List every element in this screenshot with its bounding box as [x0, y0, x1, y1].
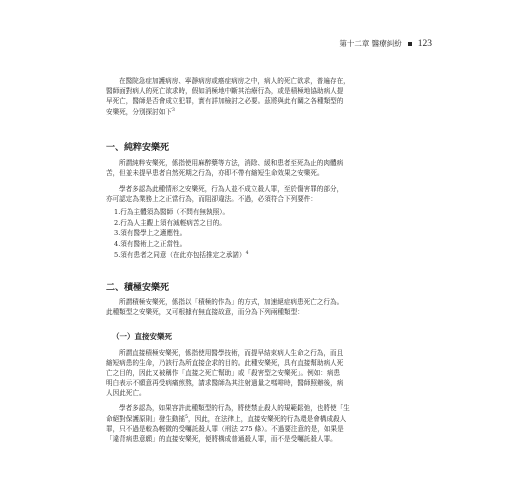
body-line: 罪，只不過是較為輕微的受囑託殺人罪（刑法 275 條）。不過要注意的是，如果是 — [106, 425, 344, 434]
condition-item: 1.行為主體須為醫師（不問有無執照）。 — [114, 208, 230, 216]
body-line: 縮短病患的生命，乃該行為所直接企求的目的。此種安樂死，具有直接幫助病人死 — [106, 359, 344, 367]
condition-item: 3.須有醫學上之適應性。 — [114, 229, 187, 238]
chapter-title: 第十二章 醫療糾紛 — [339, 39, 402, 48]
condition-item: 4.須有醫術上之正當性。 — [114, 239, 187, 248]
intro-line: 早死亡，醫師是否會成立犯罪，實有詳加檢討之必要。茲將與此有關之各種類型的 — [106, 97, 344, 105]
section-heading-active-euthanasia: 二、積極安樂死 — [106, 283, 170, 293]
footnote-mark: 4 — [245, 251, 249, 257]
body-line: 苦，但並未提早患者自然死期之行為，亦即不帶有縮短生命效果之安樂死。 — [106, 169, 324, 177]
footnote-mark: 3 — [171, 108, 175, 113]
body-line: 所謂積極安樂死，係指以「積極的作為」的方式，加速絕症病患死亡之行為。 — [119, 298, 344, 306]
section1-paragraph-1 — [106, 158, 420, 178]
subsection-heading-direct-euthanasia: （一）直接安樂死 — [112, 332, 172, 341]
running-head — [339, 38, 432, 49]
body-line: 亦可認定為業務上之正當行為，而阻卻違法。不過，必須符合下列要件： — [106, 195, 317, 203]
page-number: 123 — [417, 39, 432, 49]
body-line: 命絕對保護原則」發生動搖$^5$，因此，在法律上，直接安樂死的行為還是會構成殺人 — [106, 415, 347, 424]
body-line: 學者多認為此種情形之安樂死，行為人並不成立殺人罪，至於傷害罪的部分， — [119, 185, 344, 193]
conditions-list — [114, 207, 414, 261]
body-line: 此種類型之安樂死，又可根據有無直接故意，而分為下列兩種類型： — [106, 308, 304, 316]
subsection1-paragraph-1 — [106, 348, 420, 398]
footnote-mark: 5 — [185, 415, 188, 420]
body-line: 人因此死亡。 — [106, 389, 146, 397]
body-line: 學者多認為，如果容許此種類型的行為，將使禁止殺人的規範鬆弛，也將使「生 — [119, 404, 350, 412]
body-line: 所謂純粹安樂死，係指使用麻醉藥等方法，消除、緩和患者至死為止的肉體病 — [119, 159, 344, 167]
body-line: 明白表示不願意再受病痛煎熬，請求醫師為其注射過量之嗎啡時，醫師照辦後，病 — [106, 379, 344, 387]
section2-paragraph-1 — [106, 297, 420, 317]
separator-square-icon — [408, 42, 412, 46]
intro-line: 醫師面對病人的死亡欲求時，假如消極地中斷其治療行為，或是積極地協助病人提 — [106, 87, 344, 95]
body-line: 「違背病患意願」的直接安樂死，便將構成普通殺人罪，而不是受囑託殺人罪。 — [106, 435, 337, 444]
section1-paragraph-2 — [106, 184, 420, 204]
body-line: 所謂直接積極安樂死，係指使用醫學技術，而提早結束病人生命之行為，而且 — [119, 349, 344, 357]
body-line: 亡之目的，因此又被稱作「直接之死亡幫助」或「殺害型之安樂死」。例如：病患 — [106, 369, 341, 377]
condition-item: 5.須有患者之同意（在此亦包括推定之承諾）$^4$ — [114, 251, 249, 260]
intro-line: 在醫院急症加護病房、寧靜病房或癌症病房之中，病人的死亡欲求，普遍存在， — [119, 77, 350, 85]
section-heading-pure-euthanasia: 一、純粹安樂死 — [106, 143, 170, 153]
intro-line: 安樂死，分別探討如下$^3$ — [106, 108, 175, 117]
intro-paragraph — [106, 76, 420, 117]
subsection1-paragraph-2 — [106, 403, 420, 444]
condition-item: 2.行為人主觀上須有減輕病苦之目的。 — [114, 218, 226, 227]
